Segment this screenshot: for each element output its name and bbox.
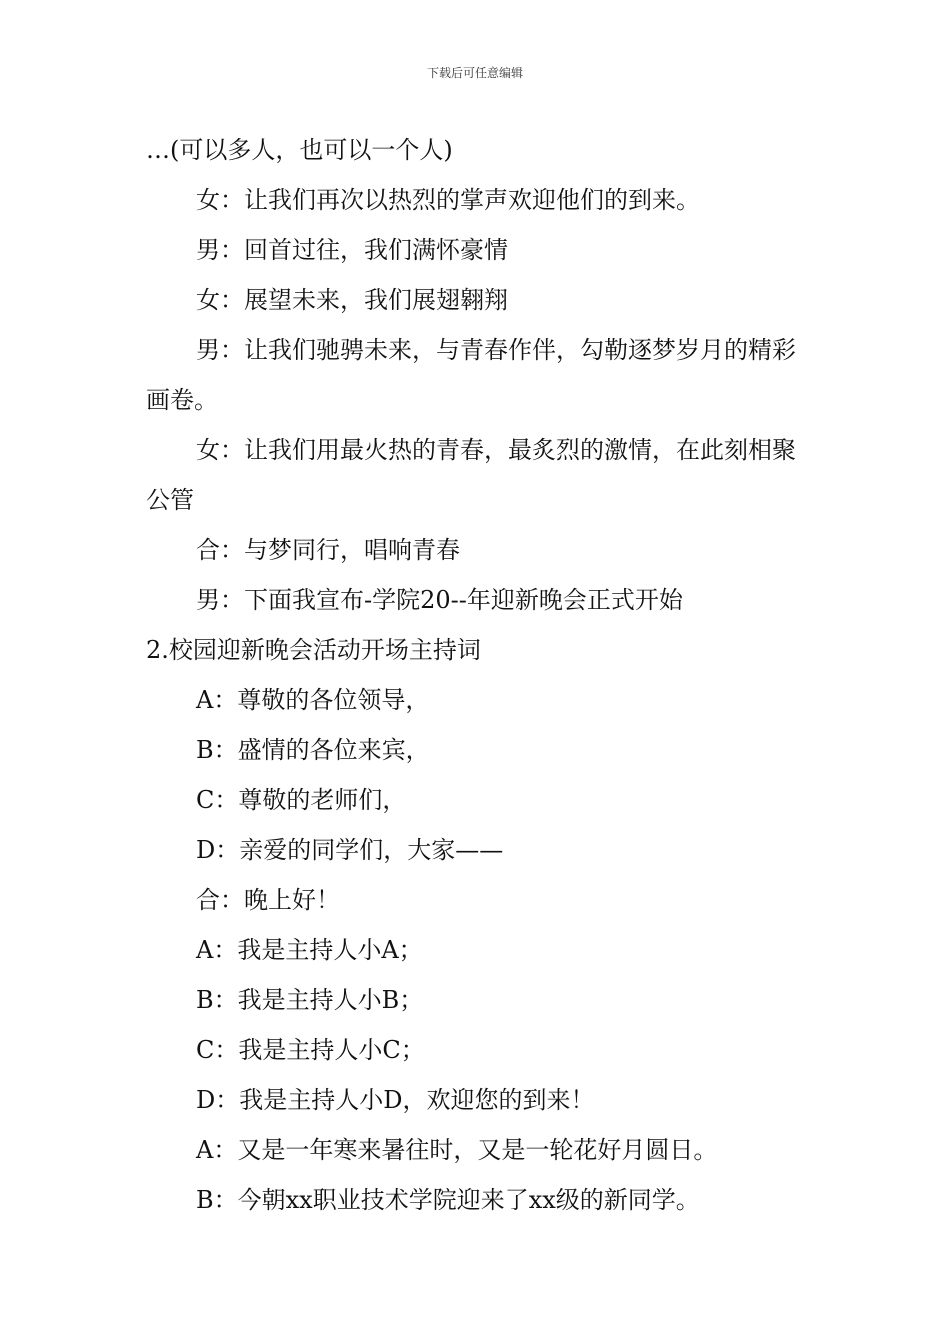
paragraph-male-look-back: 男：回首过往，我们满怀豪情: [196, 236, 508, 264]
paragraph-b-new-students: B：今朝xx职业技术学院迎来了xx级的新同学。: [196, 1186, 700, 1214]
paragraph-hosts-note: …(可以多人，也可以一个人): [146, 136, 453, 164]
page-header: 下载后可任意编辑: [426, 66, 523, 80]
paragraph-female-look-ahead: 女：展望未来，我们展翅翱翔: [196, 286, 508, 314]
paragraph-together-evening: 合：晚上好！: [196, 886, 340, 914]
paragraph-male-future: 男：让我们驰骋未来，与青春作伴，勾勒逐梦岁月的精彩画卷。: [146, 336, 796, 414]
document-body: [146, 125, 811, 1225]
paragraph-host-b: B：我是主持人小B；: [196, 986, 424, 1014]
paragraph-d-students: D：亲爱的同学们，大家——: [196, 836, 504, 864]
paragraph-together-dream: 合：与梦同行，唱响青春: [196, 536, 460, 564]
paragraph-host-c: C：我是主持人小C；: [196, 1036, 425, 1064]
paragraph-a-leaders: A：尊敬的各位领导，: [196, 686, 430, 714]
paragraph-male-announce: 男：下面我宣布-学院20--年迎新晚会正式开始: [196, 586, 683, 614]
section-heading: 2.校园迎新晚会活动开场主持词: [146, 636, 481, 664]
paragraph-b-guests: B：盛情的各位来宾，: [196, 736, 430, 764]
paragraph-female-passion: 女：让我们用最火热的青春，最炙烈的激情，在此刻相聚公管: [146, 436, 796, 514]
paragraph-c-teachers: C：尊敬的老师们，: [196, 786, 407, 814]
paragraph-female-welcome: 女：让我们再次以热烈的掌声欢迎他们的到来。: [196, 186, 700, 214]
paragraph-host-d: D：我是主持人小D，欢迎您的到来！: [196, 1086, 595, 1114]
paragraph-a-seasons: A：又是一年寒来暑往时，又是一轮花好月圆日。: [196, 1136, 718, 1164]
paragraph-host-a: A：我是主持人小A；: [196, 936, 423, 964]
